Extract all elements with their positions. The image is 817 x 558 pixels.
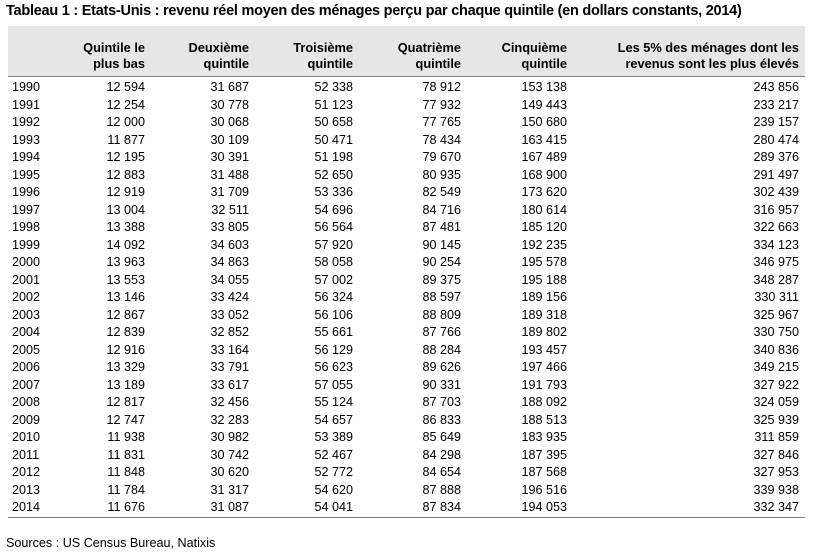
cell-quintile-3: 57 055 xyxy=(314,377,353,392)
cell-quintile-2: 31 317 xyxy=(210,482,249,497)
cell-quintile-1: 12 839 xyxy=(106,325,145,339)
cell-quintile-2: 30 778 xyxy=(210,97,249,112)
cell-quintile-4: 89 626 xyxy=(422,360,461,374)
table-row xyxy=(8,359,805,377)
cell-top-5-percent: 322 663 xyxy=(753,220,799,234)
cell-top-5-percent: 243 856 xyxy=(753,80,799,94)
cell-quintile-5: 183 935 xyxy=(521,430,567,444)
cell-top-5-percent: 289 376 xyxy=(753,150,799,164)
cell-top-5-percent: 330 311 xyxy=(754,290,799,304)
cell-quintile-4: 82 549 xyxy=(422,185,461,199)
cell-top-5-percent: 327 953 xyxy=(753,465,799,479)
cell-quintile-5: 197 466 xyxy=(521,360,567,374)
cell-quintile-3: 56 324 xyxy=(314,290,353,304)
cell-year: 2005 xyxy=(12,342,41,357)
cell-top-5-percent: 340 836 xyxy=(753,342,799,357)
cell-quintile-3: 54 696 xyxy=(314,202,353,217)
table-row xyxy=(8,324,805,342)
header-top-5-percent: Les 5% des ménages dont les revenus sont les plus élevés xyxy=(573,26,805,77)
table-title: Tableau 1 : Etats-Unis : revenu réel moyen des ménages perçu par chaque quintile (en dollars constants, 2014) xyxy=(6,3,742,19)
cell-top-5-percent: 311 859 xyxy=(754,430,799,444)
cell-top-5-percent: 325 939 xyxy=(753,412,799,427)
cell-top-5-percent: 316 957 xyxy=(753,202,799,217)
cell-quintile-2: 33 424 xyxy=(210,290,249,304)
cell-quintile-1: 12 919 xyxy=(106,185,145,199)
cell-quintile-3: 57 002 xyxy=(314,272,353,287)
cell-quintile-5: 167 489 xyxy=(521,150,567,164)
cell-quintile-1: 12 594 xyxy=(106,80,145,94)
cell-year: 2012 xyxy=(12,465,41,479)
cell-quintile-3: 50 658 xyxy=(314,115,353,129)
cell-quintile-1: 12 000 xyxy=(106,115,145,129)
cell-quintile-2: 32 456 xyxy=(210,395,249,409)
cell-quintile-1: 13 004 xyxy=(106,202,145,217)
cell-top-5-percent: 291 497 xyxy=(753,167,799,182)
cell-quintile-3: 56 129 xyxy=(314,342,353,357)
cell-quintile-1: 12 883 xyxy=(106,167,145,182)
table-row xyxy=(8,499,805,517)
cell-top-5-percent: 349 215 xyxy=(753,360,799,374)
cell-year: 2014 xyxy=(8,499,53,517)
header-quintile-3: Troisième quintile xyxy=(255,26,359,77)
cell-quintile-1: 12 254 xyxy=(106,97,145,112)
header-row xyxy=(8,26,805,77)
cell-year: 2004 xyxy=(12,325,41,339)
table-row xyxy=(8,184,805,202)
cell-quintile-4: 84 654 xyxy=(422,465,461,479)
source-note: Sources : US Census Bureau, Natixis xyxy=(6,536,216,550)
cell-year: 2006 xyxy=(12,360,41,374)
cell-quintile-1: 12 747 xyxy=(106,412,145,427)
cell-top-5-percent: 339 938 xyxy=(753,482,799,497)
cell-quintile-4: 87 703 xyxy=(422,395,461,409)
cell-quintile-1: 13 963 xyxy=(106,255,145,269)
cell-quintile-5: 188 513 xyxy=(521,412,567,427)
cell-quintile-4: 87 766 xyxy=(422,325,461,339)
cell-year: 2010 xyxy=(12,430,41,444)
cell-quintile-4: 88 284 xyxy=(422,342,461,357)
table-body xyxy=(8,77,805,518)
cell-quintile-5: 192 235 xyxy=(521,237,567,252)
cell-quintile-5: 196 516 xyxy=(521,482,567,497)
table-row xyxy=(8,149,805,167)
cell-quintile-5: 189 318 xyxy=(521,307,567,322)
cell-year: 2002 xyxy=(12,290,41,304)
cell-year: 1996 xyxy=(12,185,41,199)
cell-quintile-4: 90 145 xyxy=(422,237,461,252)
table-row xyxy=(8,254,805,272)
table-row xyxy=(8,289,805,307)
cell-quintile-3: 54 657 xyxy=(314,412,353,427)
table-row xyxy=(8,77,805,97)
cell-year: 1999 xyxy=(12,237,41,252)
header-year xyxy=(8,26,53,77)
cell-quintile-3: 50 471 xyxy=(314,132,353,147)
cell-top-5-percent: 327 922 xyxy=(753,377,799,392)
income-table xyxy=(8,26,805,518)
cell-quintile-2: 31 709 xyxy=(210,185,249,199)
table-row xyxy=(8,219,805,237)
cell-quintile-1: 11 831 xyxy=(107,447,145,462)
cell-top-5-percent: 334 123 xyxy=(753,237,799,252)
cell-quintile-1: 11 877 xyxy=(107,132,145,147)
table-row xyxy=(8,202,805,220)
cell-quintile-4: 87 834 xyxy=(359,499,467,517)
cell-quintile-3: 55 661 xyxy=(314,325,353,339)
table-row xyxy=(8,132,805,150)
cell-quintile-5: 187 395 xyxy=(521,447,567,462)
cell-quintile-2: 30 742 xyxy=(210,447,249,462)
cell-quintile-5: 153 138 xyxy=(521,80,567,94)
table-row xyxy=(8,272,805,290)
cell-quintile-3: 58 058 xyxy=(314,255,353,269)
cell-quintile-3: 52 467 xyxy=(314,447,353,462)
cell-quintile-1: 13 146 xyxy=(106,290,145,304)
cell-quintile-2: 33 164 xyxy=(210,342,249,357)
cell-quintile-5: 191 793 xyxy=(521,377,567,392)
cell-quintile-1: 13 388 xyxy=(106,220,145,234)
cell-quintile-5: 194 053 xyxy=(467,499,573,517)
cell-quintile-2: 32 852 xyxy=(210,325,249,339)
table-row xyxy=(8,114,805,132)
cell-quintile-1: 12 916 xyxy=(106,342,145,357)
cell-quintile-5: 173 620 xyxy=(521,185,567,199)
cell-quintile-5: 189 156 xyxy=(521,290,567,304)
cell-quintile-3: 55 124 xyxy=(314,395,353,409)
cell-quintile-3: 52 338 xyxy=(314,80,353,94)
cell-quintile-2: 31 687 xyxy=(210,80,249,94)
cell-quintile-2: 33 052 xyxy=(210,307,249,322)
cell-quintile-5: 185 120 xyxy=(521,220,567,234)
cell-year: 1992 xyxy=(12,115,41,129)
cell-quintile-3: 51 123 xyxy=(314,97,353,112)
cell-year: 1993 xyxy=(12,132,41,147)
cell-quintile-4: 80 935 xyxy=(422,167,461,182)
cell-quintile-2: 32 283 xyxy=(210,412,249,427)
cell-quintile-1: 13 329 xyxy=(106,360,145,374)
cell-quintile-2: 33 791 xyxy=(210,360,249,374)
cell-quintile-2: 32 511 xyxy=(211,202,249,217)
cell-top-5-percent: 332 347 xyxy=(573,499,805,517)
cell-quintile-4: 88 597 xyxy=(422,290,461,304)
cell-quintile-1: 11 676 xyxy=(53,499,151,517)
cell-top-5-percent: 330 750 xyxy=(753,325,799,339)
cell-quintile-4: 77 932 xyxy=(422,97,461,112)
cell-top-5-percent: 233 217 xyxy=(753,97,799,112)
cell-quintile-2: 30 620 xyxy=(210,465,249,479)
cell-year: 2007 xyxy=(12,377,41,392)
cell-quintile-4: 85 649 xyxy=(422,430,461,444)
cell-quintile-3: 57 920 xyxy=(314,237,353,252)
cell-year: 2000 xyxy=(12,255,41,269)
cell-quintile-2: 33 805 xyxy=(210,220,249,234)
cell-year: 2013 xyxy=(12,482,41,497)
cell-quintile-1: 13 189 xyxy=(106,377,145,392)
cell-quintile-4: 86 833 xyxy=(422,412,461,427)
table-row xyxy=(8,307,805,325)
cell-quintile-3: 56 564 xyxy=(314,220,353,234)
cell-quintile-5: 180 614 xyxy=(521,202,567,217)
cell-quintile-1: 14 092 xyxy=(106,237,145,252)
cell-quintile-4: 87 481 xyxy=(422,220,461,234)
cell-year: 1998 xyxy=(12,220,41,234)
cell-top-5-percent: 324 059 xyxy=(753,395,799,409)
cell-quintile-2: 30 068 xyxy=(210,115,249,129)
cell-year: 1994 xyxy=(12,150,41,164)
cell-year: 2008 xyxy=(12,395,41,409)
cell-quintile-3: 53 389 xyxy=(314,430,353,444)
header-quintile-5: Cinquième quintile xyxy=(467,26,573,77)
cell-quintile-4: 78 912 xyxy=(422,80,461,94)
table-row xyxy=(8,429,805,447)
cell-quintile-4: 77 765 xyxy=(422,115,461,129)
table-row xyxy=(8,447,805,465)
cell-quintile-5: 195 578 xyxy=(521,255,567,269)
cell-quintile-3: 51 198 xyxy=(314,150,353,164)
cell-quintile-3: 53 336 xyxy=(314,185,353,199)
header-quintile-4: Quatrième quintile xyxy=(359,26,467,77)
cell-quintile-1: 12 195 xyxy=(106,150,145,164)
cell-quintile-5: 168 900 xyxy=(521,167,567,182)
cell-quintile-2: 31 488 xyxy=(210,167,249,182)
table-row xyxy=(8,482,805,500)
cell-quintile-3: 54 041 xyxy=(255,499,359,517)
cell-quintile-4: 79 670 xyxy=(422,150,461,164)
table-row xyxy=(8,377,805,395)
cell-year: 1995 xyxy=(12,167,41,182)
table-row xyxy=(8,412,805,430)
table-row xyxy=(8,167,805,185)
cell-quintile-2: 34 603 xyxy=(210,237,249,252)
cell-quintile-2: 34 055 xyxy=(210,272,249,287)
cell-year: 2001 xyxy=(12,272,41,287)
cell-quintile-4: 87 888 xyxy=(422,482,461,497)
cell-quintile-4: 84 716 xyxy=(422,202,461,217)
cell-quintile-4: 78 434 xyxy=(422,132,461,147)
table-row xyxy=(8,394,805,412)
cell-top-5-percent: 302 439 xyxy=(753,185,799,199)
cell-quintile-2: 31 087 xyxy=(151,499,255,517)
cell-top-5-percent: 280 474 xyxy=(753,132,799,147)
cell-top-5-percent: 325 967 xyxy=(753,307,799,322)
cell-quintile-3: 56 623 xyxy=(314,360,353,374)
cell-quintile-5: 189 802 xyxy=(521,325,567,339)
header-quintile-1: Quintile le plus bas xyxy=(53,26,151,77)
cell-quintile-1: 13 553 xyxy=(106,272,145,287)
cell-year: 2011 xyxy=(12,447,40,462)
cell-quintile-2: 34 863 xyxy=(210,255,249,269)
cell-quintile-3: 52 772 xyxy=(314,465,353,479)
cell-year: 2009 xyxy=(12,412,41,427)
cell-quintile-5: 150 680 xyxy=(521,115,567,129)
cell-quintile-3: 56 106 xyxy=(314,307,353,322)
table-row xyxy=(8,97,805,115)
cell-quintile-5: 149 443 xyxy=(521,97,567,112)
cell-quintile-1: 12 817 xyxy=(106,395,145,409)
cell-quintile-1: 11 848 xyxy=(107,465,145,479)
table-row xyxy=(8,342,805,360)
cell-top-5-percent: 239 157 xyxy=(753,115,799,129)
cell-year: 1990 xyxy=(12,80,41,94)
cell-top-5-percent: 348 287 xyxy=(753,272,799,287)
cell-top-5-percent: 346 975 xyxy=(753,255,799,269)
cell-year: 1997 xyxy=(12,202,41,217)
cell-quintile-1: 12 867 xyxy=(106,307,145,322)
cell-quintile-4: 84 298 xyxy=(422,447,461,462)
cell-year: 2003 xyxy=(12,307,41,322)
cell-quintile-5: 163 415 xyxy=(521,132,567,147)
cell-quintile-3: 52 650 xyxy=(314,167,353,182)
cell-quintile-5: 195 188 xyxy=(521,272,567,287)
cell-quintile-3: 54 620 xyxy=(314,482,353,497)
cell-quintile-4: 90 331 xyxy=(422,377,461,392)
cell-quintile-2: 30 982 xyxy=(210,430,249,444)
cell-year: 1991 xyxy=(12,97,41,112)
cell-quintile-5: 187 568 xyxy=(521,465,567,479)
table-row xyxy=(8,237,805,255)
table-row xyxy=(8,464,805,482)
cell-quintile-4: 88 809 xyxy=(422,307,461,322)
cell-quintile-4: 90 254 xyxy=(422,255,461,269)
cell-quintile-2: 30 391 xyxy=(210,150,249,164)
header-quintile-2: Deuxième quintile xyxy=(151,26,255,77)
cell-quintile-5: 188 092 xyxy=(521,395,567,409)
cell-quintile-1: 11 784 xyxy=(107,482,145,497)
cell-quintile-4: 89 375 xyxy=(422,272,461,287)
cell-quintile-1: 11 938 xyxy=(107,430,145,444)
cell-quintile-2: 33 617 xyxy=(210,377,249,392)
cell-quintile-2: 30 109 xyxy=(210,132,249,147)
cell-top-5-percent: 327 846 xyxy=(753,447,799,462)
cell-quintile-5: 193 457 xyxy=(521,342,567,357)
